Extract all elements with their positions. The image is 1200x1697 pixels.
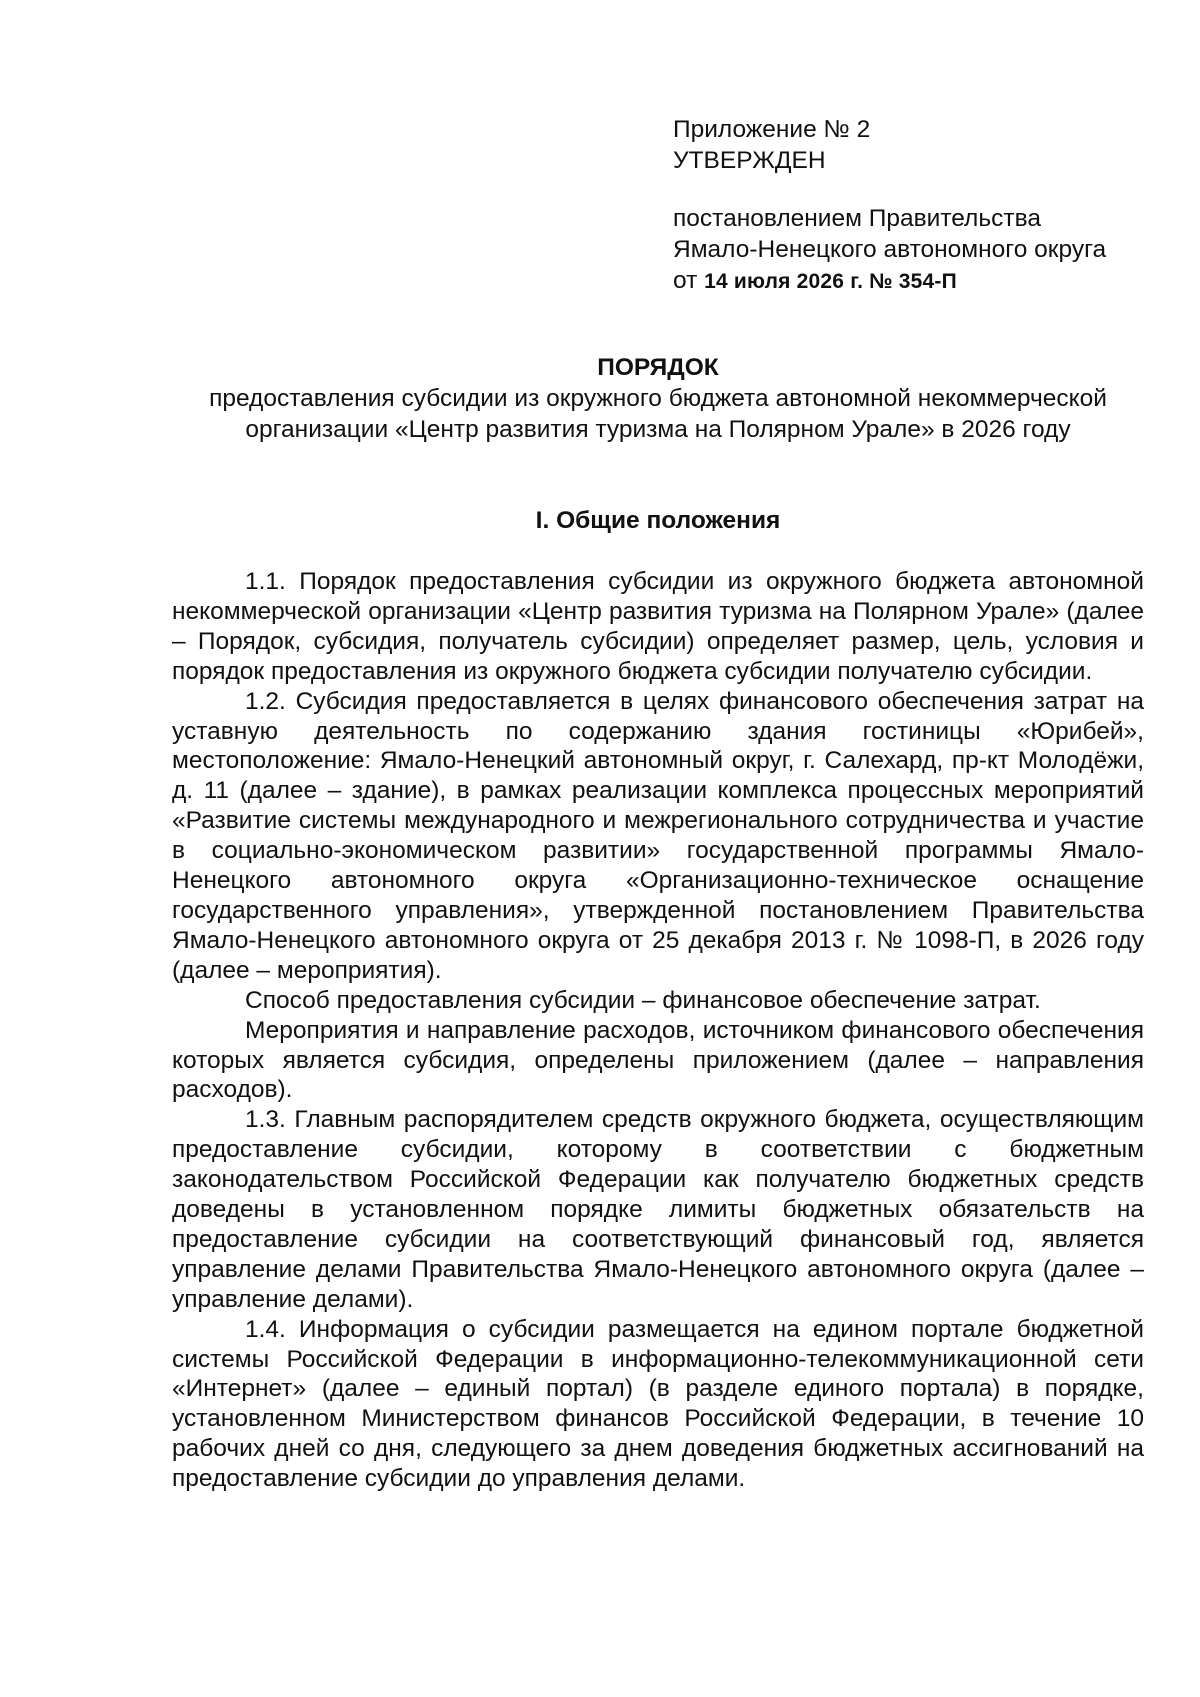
paragraph-1-2: 1.2. Субсидия предоставляется в целях финансового обеспечения затрат на уставную деятельность по содержанию здания гостиницы «Юрибей», местоположение: Ямало-Ненецкий автономный округ, г. Салехард, пр-кт Молодёжи, д. 11 (далее – здание), в рамках реализации комплекса процессных мероприятий «Развитие системы международного и межрегионального сотрудничества и участие в социально-экономическом развитии» государственной программы Ямало-Ненецкого автономного округа «Организационно-техническое оснащение государственного управления», утвержденной постановлением Правительства Ямало-Ненецкого автономного округа от 25 декабря 2013 г. № 1098-П, в 2026 году (далее – мероприятия). — [172, 687, 1144, 984]
appendix-label: Приложение № 2 — [673, 116, 871, 143]
paragraph-method: Способ предоставления субсидии – финансовое обеспечение затрат. — [245, 986, 1041, 1014]
approval-stamp — [673, 114, 1173, 297]
document-title: ПОРЯДОК — [597, 354, 719, 381]
document-title-block — [172, 352, 1144, 445]
section-heading: I. Общие положения — [535, 507, 781, 534]
approved-label: УТВЕРЖДЕН — [673, 147, 826, 174]
paragraph-1-4: 1.4. Информация о субсидии размещается на едином портале бюджетной системы Российской Федерации в информационно-телекоммуникационной сети «Интернет» (далее – единый портал) (в разделе единого портала) в порядке, установленном Министерством финансов Российской Федерации, в течение 10 рабочих дней со дня, следующего за днем доведения бюджетных ассигнований на предоставление субсидии до управления делами. — [172, 1315, 1144, 1493]
paragraph-1-1: 1.1. Порядок предоставления субсидии из окружного бюджета автономной некоммерческой организации «Центр развития туризма на Полярном Урале» (далее – Порядок, субсидия, получатель субсидии) определяет размер, цель, условия и порядок предоставления из окружного бюджета субсидии получателю субсидии. — [172, 568, 1144, 685]
approval-date-number: 14 июля 2026 г. № 354-П — [704, 270, 957, 293]
paragraph-1-3: 1.3. Главным распорядителем средств окружного бюджета, осуществляющим предоставление субсидии, которому в соответствии с бюджетным законодательством Российской Федерации как получателю бюджетных средств доведены в установленном порядке лимиты бюджетных обязательств на предоставление субсидии на соответствующий финансовый год, является управление делами Правительства Ямало-Ненецкого автономного округа (далее – управление делами). — [172, 1106, 1144, 1313]
approval-date-prefix: от — [673, 267, 698, 294]
approval-date-line — [673, 265, 1173, 297]
paragraph-activities: Мероприятия и направление расходов, источником финансового обеспечения которых является субсидия, определены приложением (далее – направления расходов). — [172, 1016, 1144, 1104]
approval-by-line-2: Ямало-Ненецкого автономного округа — [673, 236, 1107, 263]
approval-spacer — [673, 176, 1173, 203]
document-subtitle: предоставления субсидии из окружного бюджета автономной некоммерческой организации «Центр развития туризма на Полярном Урале» в 2026 году — [209, 385, 1107, 443]
section-body — [172, 567, 1144, 1494]
approval-by-line-1: постановлением Правительства — [673, 205, 1041, 232]
